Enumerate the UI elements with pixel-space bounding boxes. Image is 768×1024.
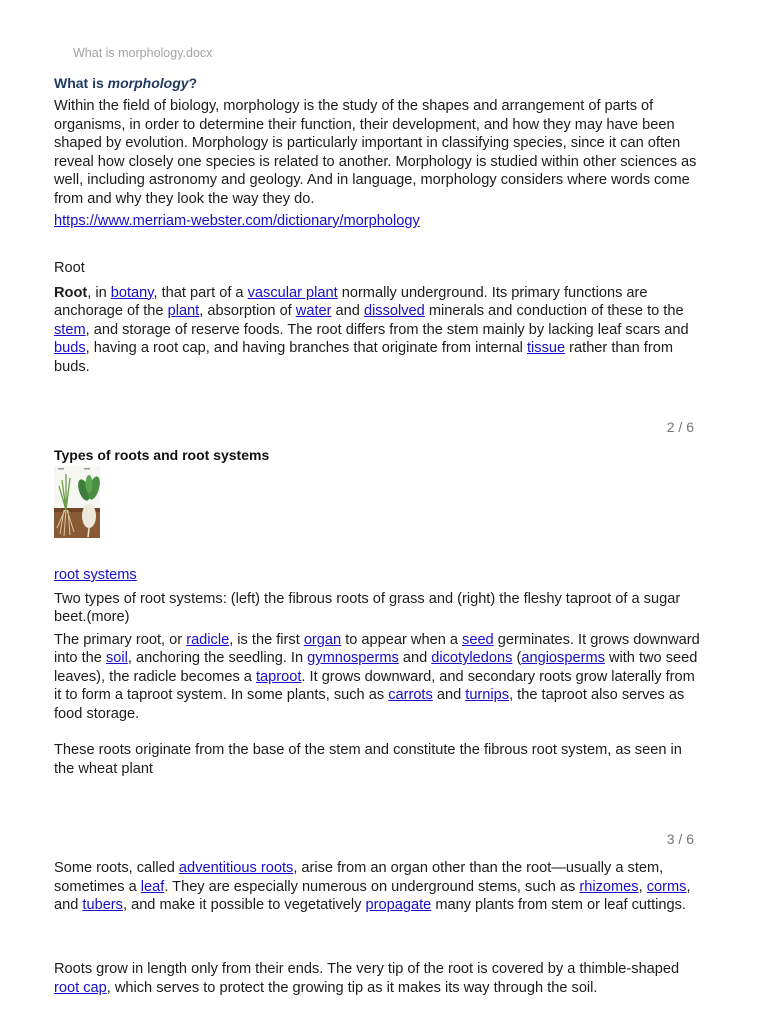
text: and: [398, 650, 432, 666]
text: . It grows downward, and secondary roots grow laterally from it to form a taproot system. In some plants, such as: [54, 668, 695, 703]
link-turnips[interactable]: turnips: [465, 687, 510, 703]
link-corms[interactable]: corms: [646, 878, 687, 895]
root-growth-paragraph: [54, 960, 702, 997]
link-plant[interactable]: plant: [167, 303, 200, 319]
page-number: 3 / 6: [666, 831, 694, 847]
text: , anchoring the seedling. In: [127, 650, 308, 666]
link-dicotyledons[interactable]: dicotyledons: [431, 650, 513, 666]
link-water[interactable]: water: [295, 303, 332, 319]
link-rhizomes[interactable]: rhizomes: [579, 878, 639, 895]
morphology-paragraph: Within the field of biology, morphology is the study of the shapes and arrangement of parts of organisms, in order to determine their function, their development, and how they may have been shaped by evolution. Morphology is particularly important in classifying species, since it can often reveal how closely one species is related to another. Morphology is studied within other sciences as well, including astronomy and geology. And in language, morphology considers where words come from and why they look the way they do.: [54, 98, 697, 207]
text: , having a root cap, and having branches that originate from internal: [85, 340, 527, 356]
link-stem[interactable]: stem: [54, 321, 86, 338]
text: to appear when a: [341, 631, 463, 648]
link-angiosperms[interactable]: angiosperms: [521, 650, 605, 666]
link-seed[interactable]: seed: [462, 631, 494, 648]
text: (: [512, 650, 522, 666]
image-caption: Two types of root systems: (left) the fibrous roots of grass and (right) the fleshy taproot of a sugar beet.(more): [54, 590, 681, 625]
bold-term: Root: [54, 284, 88, 301]
text: , which serves to protect the growing tip as it makes its way through the soil.: [106, 979, 598, 996]
root-systems-illustration: [54, 466, 100, 538]
text: and: [432, 687, 466, 703]
text: rather than from buds.: [54, 340, 673, 375]
text: . They are especially numerous on underground stems, such as: [164, 878, 580, 895]
link-propagate[interactable]: propagate: [365, 897, 432, 913]
link-gymnosperms[interactable]: gymnosperms: [307, 650, 399, 666]
text: , the taproot also serves as food storage.: [54, 687, 685, 722]
text: Roots grow in length only from their ends. The very tip of the root is covered by a thimble-shaped: [54, 961, 680, 977]
section-title: Root: [54, 260, 85, 276]
text: , and make it possible to vegetatively: [122, 897, 366, 913]
text: , arise from an organ other than the root—usually a stem, sometimes a: [54, 860, 664, 895]
section-what-is-morphology: [54, 74, 702, 231]
link-root-systems[interactable]: root systems: [54, 567, 137, 583]
primary-root-paragraph: [54, 631, 702, 724]
link-root-cap[interactable]: root cap: [54, 979, 107, 996]
link-organ[interactable]: organ: [303, 631, 342, 648]
link-tissue[interactable]: tissue: [526, 340, 566, 356]
fibrous-root-paragraph: These roots originate from the base of the stem and constitute the fibrous root system, as seen in the wheat plant: [54, 742, 682, 777]
link-soil[interactable]: soil: [105, 650, 128, 666]
text: , in: [87, 284, 111, 301]
text: many plants from stem or leaf cuttings.: [431, 897, 686, 913]
text: , and storage of reserve foods. The root differs from the stem mainly by lacking leaf scars and: [85, 321, 689, 338]
text: , that part of a: [153, 284, 248, 301]
root-paragraph: [54, 284, 702, 377]
link-adventitious-roots[interactable]: adventitious roots: [178, 860, 294, 876]
text: and: [331, 303, 364, 319]
link-vascular-plant[interactable]: vascular plant: [247, 284, 338, 301]
document-filename: What is morphology.docx: [73, 46, 213, 60]
merriam-webster-link[interactable]: https://www.merriam-webster.com/dictionary/morphology: [54, 213, 420, 229]
text: ,: [638, 878, 647, 895]
link-dissolved[interactable]: dissolved: [363, 303, 425, 319]
clipped-root-growth-paragraph: [54, 960, 714, 996]
text: The primary root, or: [54, 631, 187, 648]
heading-text: What is: [54, 75, 108, 91]
adventitious-paragraph: [54, 859, 702, 915]
heading-emphasis: morphology: [107, 75, 189, 91]
link-carrots[interactable]: carrots: [388, 687, 433, 703]
heading-suffix: ?: [188, 75, 198, 91]
link-buds[interactable]: buds: [54, 340, 86, 356]
page-number: 2 / 6: [666, 419, 694, 435]
text: normally underground. Its primary functions are anchorage of the: [54, 284, 648, 319]
text: Some roots, called: [54, 860, 179, 876]
link-radicle[interactable]: radicle: [186, 631, 230, 648]
section-types-of-roots: [54, 447, 702, 463]
text: , is the first: [229, 631, 304, 648]
link-taproot[interactable]: taproot: [255, 668, 302, 685]
text: , absorption of: [199, 303, 296, 319]
section-heading: Types of roots and root systems: [54, 447, 270, 463]
section-adventitious-roots: [54, 859, 702, 915]
text: minerals and conduction of these to the: [424, 303, 684, 319]
link-botany[interactable]: botany: [110, 284, 154, 301]
section-heading: [54, 74, 702, 92]
root-systems-image[interactable]: [54, 466, 100, 538]
link-leaf[interactable]: leaf: [140, 878, 165, 895]
link-tubers[interactable]: tubers: [82, 897, 123, 913]
text: germinates. It grows downward into the: [54, 631, 700, 666]
section-root: [54, 259, 702, 376]
text: with two seed leaves), the radicle becomes a: [54, 650, 698, 685]
text: , and: [54, 878, 691, 913]
section-types-body: [54, 566, 702, 778]
